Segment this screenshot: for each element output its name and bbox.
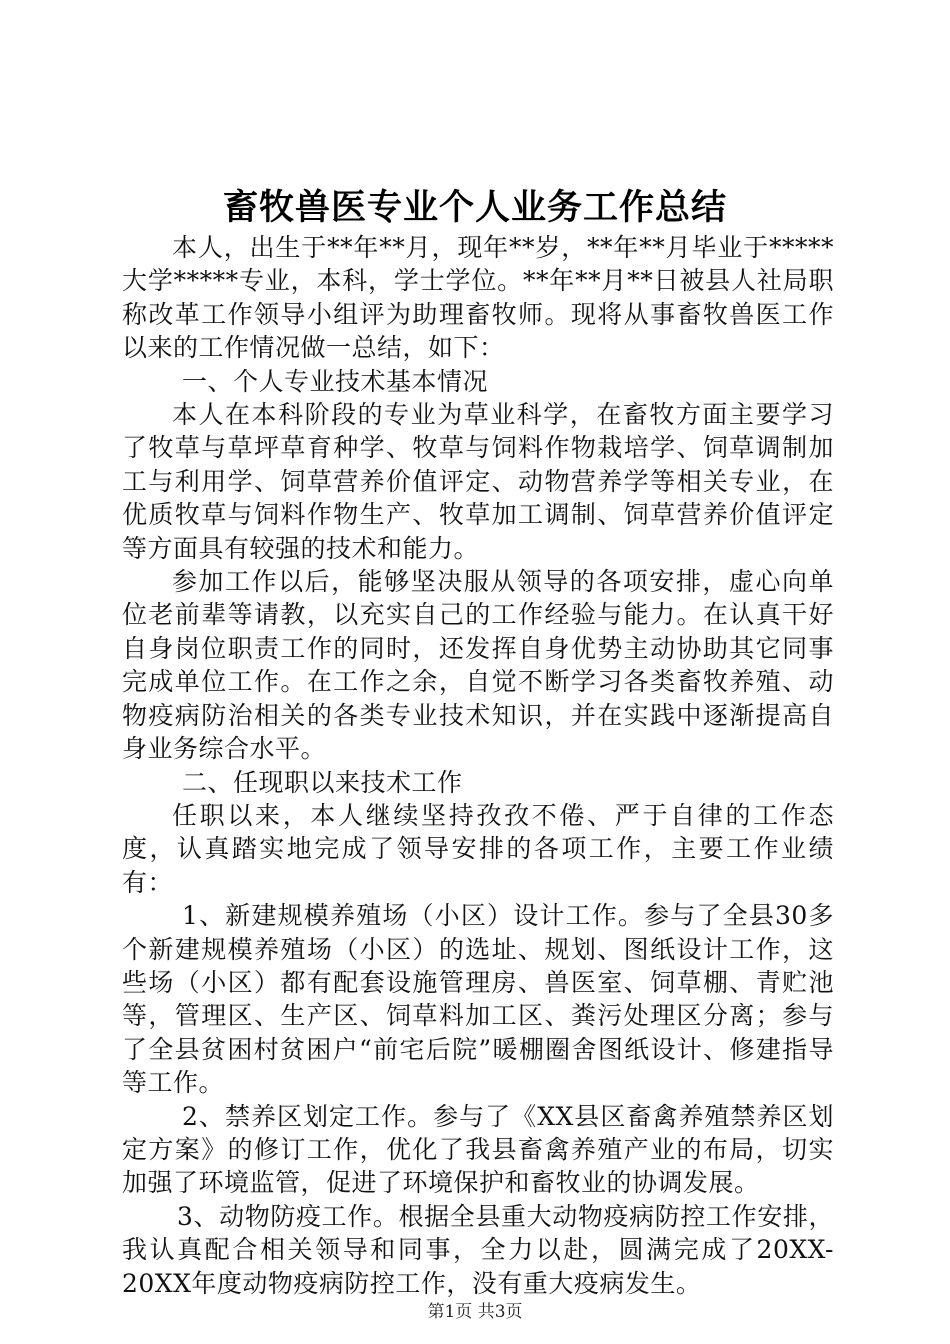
document-title: 畜牧兽医专业个人业务工作总结	[222, 188, 727, 228]
paragraph-work-attitude: 参加工作以后，能够坚决服从领导的各项安排，虚心向单位老前辈等请教，以充实自己的工作经验与能力。在认真干好自身岗位职责工作的同时，还发挥自身优势主动协助其它同事完成单位工作。在工作之余，自觉不断学习各类畜牧养殖、动物疫病防治相关的各类专业技术知识，并在实践中逐渐提高自身业务综合水平。	[122, 567, 834, 764]
paragraph-education: 本人在本科阶段的专业为草业科学，在畜牧方面主要学习了牧草与草坪草育种学、牧草与饲料作物栽培学、饲草调制加工与利用学、饲草营养价值评定、动物营养学等相关专业，在优质牧草与饲料作物生产、牧草加工调制、饲草营养价值评定等方面具有较强的技术和能力。	[122, 400, 834, 563]
paragraph-intro: 本人，出生于**年**月，现年**岁，**年**月毕业于*****大学*****专业，本科，学士学位。**年**月**日被县人社局职称改革工作领导小组评为助理畜牧师。现将从事畜牧兽医工作以来的工作情况做一总结，如下：	[122, 233, 834, 363]
paragraph-achievements-intro: 任职以来，本人继续坚持孜孜不倦、严于自律的工作态度，认真踏实地完成了领导安排的各项工作，主要工作业绩有：	[122, 800, 834, 897]
section-heading-1: 一、个人专业技术基本情况	[182, 366, 489, 396]
list-item-restricted-zone: 2、禁养区划定工作。参与了《XX县区畜禽养殖禁养区划定方案》的修订工作，优化了我县畜禽养殖产业的布局，切实加强了环境监管，促进了环境保护和畜牧业的协调发展。	[122, 1101, 834, 1198]
list-item-farm-design: 1、新建规模养殖场（小区）设计工作。参与了全县30多个新建规模养殖场（小区）的选址、规划、图纸设计工作，这些场（小区）都有配套设施管理房、兽医室、饲草棚、青贮池等，管理区、生产区、饲草料加工区、粪污处理区分离；参与了全县贫困村贫困户“前宅后院”暖棚圈舍图纸设计、修建指导等工作。	[122, 901, 834, 1098]
section-heading-2: 二、任现职以来技术工作	[182, 767, 463, 797]
page-number-footer: 第1页 共3页	[427, 1302, 523, 1322]
document-body	[122, 231, 834, 1300]
list-item-epidemic-prevention: 3、动物防疫工作。根据全县重大动物疫病防控工作安排，我认真配合相关领导和同事，全力以赴，圆满完成了20XX-20XX年度动物疫病防控工作，没有重大疫病发生。	[122, 1201, 834, 1298]
